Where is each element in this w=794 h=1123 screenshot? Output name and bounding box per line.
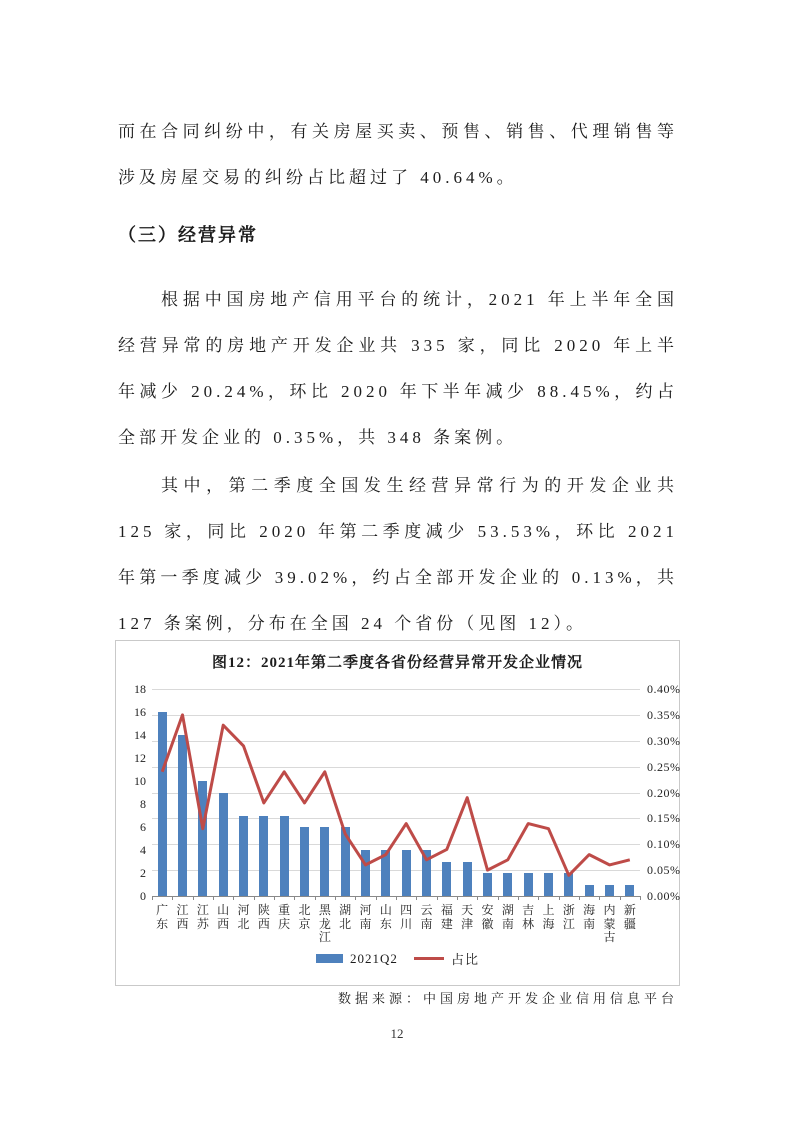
x-axis-label: 河北 [237,903,250,931]
x-axis-label: 江西 [176,903,189,931]
x-axis-label: 黑龙江 [318,903,331,944]
x-axis-label: 湖南 [501,903,514,931]
figure-12-chart [115,640,680,986]
x-axis-label: 四川 [400,903,413,931]
x-axis-tick [457,896,458,900]
x-axis-tick [620,896,621,900]
x-axis-label: 浙江 [562,903,575,931]
x-axis-label: 江苏 [196,903,209,931]
x-axis-tick [315,896,316,900]
x-axis-tick [193,896,194,900]
x-axis-tick [538,896,539,900]
chart-title: 图12：2021年第二季度各省份经营异常开发企业情况 [211,655,583,671]
y-axis-label-right: 0.30% [647,733,681,748]
x-axis-tick [254,896,255,900]
y-axis-label-left: 4 [140,843,146,857]
y-axis-label-left: 14 [134,728,146,742]
x-axis-tick [294,896,295,900]
x-axis-tick [477,896,478,900]
y-axis-label-left: 0 [140,889,146,903]
x-axis-label: 内蒙古 [603,903,616,944]
ratio-trend-line [152,689,640,896]
section-heading: （三）经营异常 [118,225,258,245]
x-axis-label: 河南 [359,903,372,931]
y-axis-label-right: 0.15% [647,811,681,826]
paragraph-contract-disputes: 而在合同纠纷中，有关房屋买卖、预售、销售、代理销售等涉及房屋交易的纠纷占比超过了 40.64%。 [118,122,678,187]
x-axis-tick [172,896,173,900]
x-axis-label: 湖北 [339,903,352,931]
legend-bar-swatch [316,954,343,963]
x-axis-tick [599,896,600,900]
legend-line-swatch [414,957,444,960]
x-axis-label: 吉林 [522,903,535,931]
y-axis-label-right: 0.20% [647,785,681,800]
x-axis-label: 福建 [440,903,453,931]
paragraph-half-year-stats: 根据中国房地产信用平台的统计，2021 年上半年全国经营异常的房地产开发企业共 335 家，同比 2020 年上半年减少 20.24%，环比 2020 年下半年减少 88.45%，约占全部开发企业的 0.35%，共 348 条案例。 [118,290,678,447]
y-axis-label-left: 12 [134,751,146,765]
chart-plot-area [152,689,640,897]
x-axis-tick [274,896,275,900]
data-source-note: 数据来源：中国房地产开发企业信用信息平台 [337,991,678,1006]
y-axis-label-right: 0.00% [647,889,681,903]
y-axis-label-right: 0.35% [647,707,681,722]
page-number: 12 [390,1026,404,1041]
x-axis-tick [437,896,438,900]
x-axis-tick [416,896,417,900]
legend-bar-label: 2021Q2 [350,950,398,966]
x-axis-label: 广东 [156,903,169,931]
x-axis-label: 云南 [420,903,433,931]
y-axis-label-left: 16 [134,705,146,719]
y-axis-label-right: 0.40% [647,682,681,696]
x-axis-tick [152,896,153,900]
x-axis-tick [518,896,519,900]
x-axis-tick [233,896,234,900]
x-axis-tick [559,896,560,900]
x-axis-tick [579,896,580,900]
x-axis-label: 上海 [542,903,555,931]
paragraph-q2-stats: 其中，第二季度全国发生经营异常行为的开发企业共 125 家，同比 2020 年第二季度减少 53.53%，环比 2021 年第一季度减少 39.02%，约占全部开发企业的 0.13%，共 127 条案例，分布在全国 24 个省份（见图 12）。 [118,476,678,633]
x-axis-label: 天津 [461,903,474,931]
y-axis-label-right: 0.05% [647,863,681,878]
x-axis-label: 北京 [298,903,311,931]
x-axis-label: 重庆 [278,903,291,931]
y-axis-label-left: 18 [134,682,146,696]
y-axis-label-right: 0.25% [647,759,681,774]
x-axis-tick [640,896,641,900]
x-axis-label: 安徽 [481,903,494,931]
x-axis-label: 海南 [583,903,596,931]
x-axis-tick [376,896,377,900]
x-axis-tick [396,896,397,900]
y-axis-label-left: 2 [140,866,146,880]
x-axis-label: 陕西 [257,903,270,931]
x-axis-tick [355,896,356,900]
x-axis-label: 山西 [217,903,230,931]
x-axis-tick [335,896,336,900]
chart-legend [116,949,679,968]
y-axis-label-left: 8 [140,797,146,811]
y-axis-label-right: 0.10% [647,837,681,852]
x-axis-label: 山东 [379,903,392,931]
legend-line-label: 占比 [450,952,479,967]
x-axis-label: 新疆 [623,903,636,931]
x-axis-tick [498,896,499,900]
y-axis-label-left: 10 [134,774,146,788]
x-axis-tick [213,896,214,900]
y-axis-label-left: 6 [140,820,146,834]
